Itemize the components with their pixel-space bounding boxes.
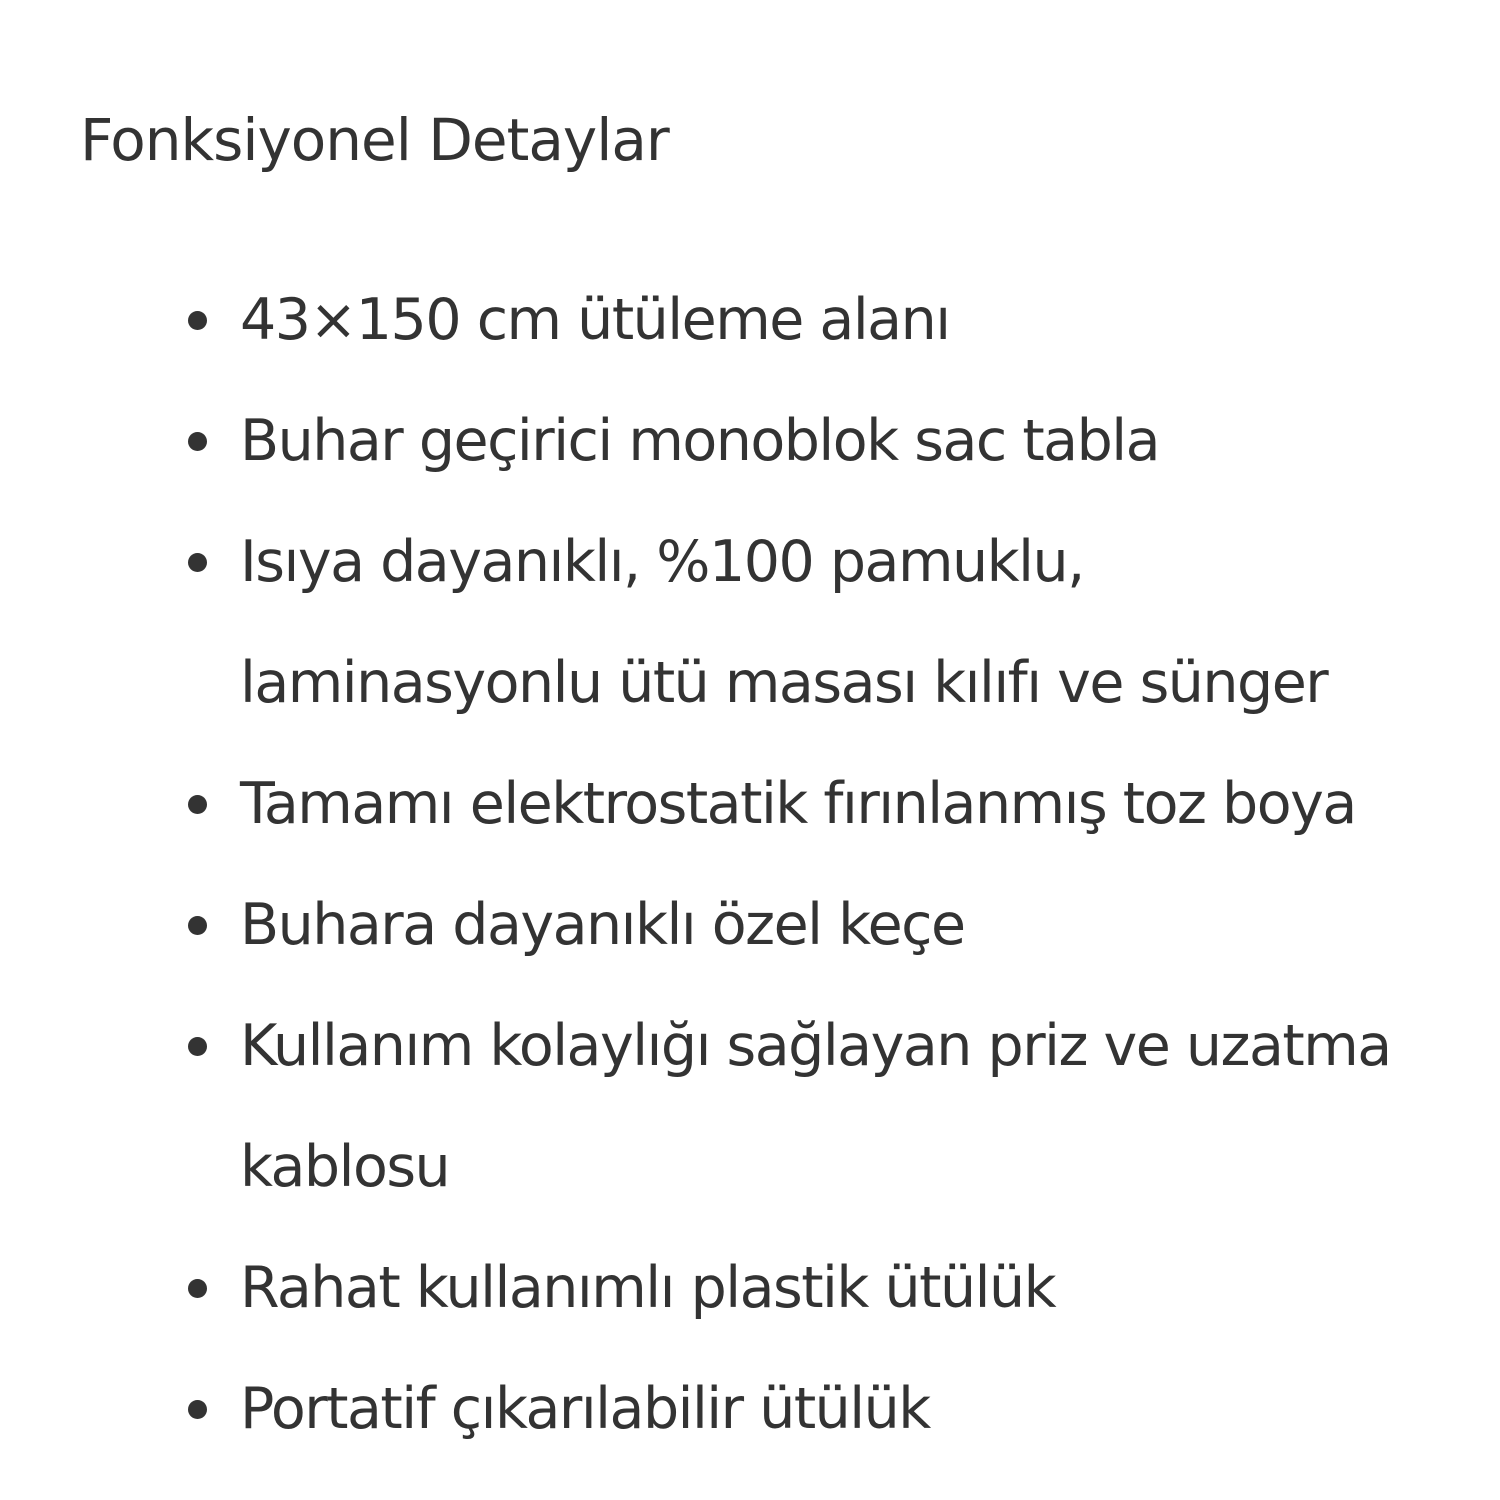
- section-title: Fonksiyonel Detaylar: [80, 106, 669, 174]
- bullet-icon: [188, 1400, 207, 1419]
- feature-item: [180, 986, 1400, 1228]
- bullet-icon: [188, 1279, 207, 1298]
- feature-text: 43×150 cm ütüleme alanı: [240, 287, 950, 353]
- feature-text: Isıya dayanıklı, %100 pamuklu, laminasyonlu ütü masası kılıfı ve sünger: [240, 529, 1328, 716]
- bullet-icon: [188, 311, 207, 330]
- feature-list: [180, 260, 1400, 1470]
- feature-text: Tamamı elektrostatik fırınlanmış toz boya: [240, 771, 1356, 837]
- bullet-icon: [188, 553, 207, 572]
- bullet-icon: [188, 916, 207, 935]
- feature-item: [180, 381, 1400, 502]
- feature-item: [180, 260, 1400, 381]
- feature-item: [180, 1228, 1400, 1349]
- bullet-icon: [188, 1037, 207, 1056]
- feature-item: [180, 502, 1400, 744]
- feature-text: Kullanım kolaylığı sağlayan priz ve uzatma kablosu: [240, 1013, 1391, 1200]
- feature-text: Buhar geçirici monoblok sac tabla: [240, 408, 1160, 474]
- feature-text: Portatif çıkarılabilir ütülük: [240, 1376, 930, 1442]
- bullet-icon: [188, 432, 207, 451]
- feature-text: Buhara dayanıklı özel keçe: [240, 892, 965, 958]
- bullet-icon: [188, 795, 207, 814]
- feature-text: Rahat kullanımlı plastik ütülük: [240, 1255, 1056, 1321]
- feature-item: [180, 865, 1400, 986]
- feature-item: [180, 1349, 1400, 1470]
- feature-item: [180, 744, 1400, 865]
